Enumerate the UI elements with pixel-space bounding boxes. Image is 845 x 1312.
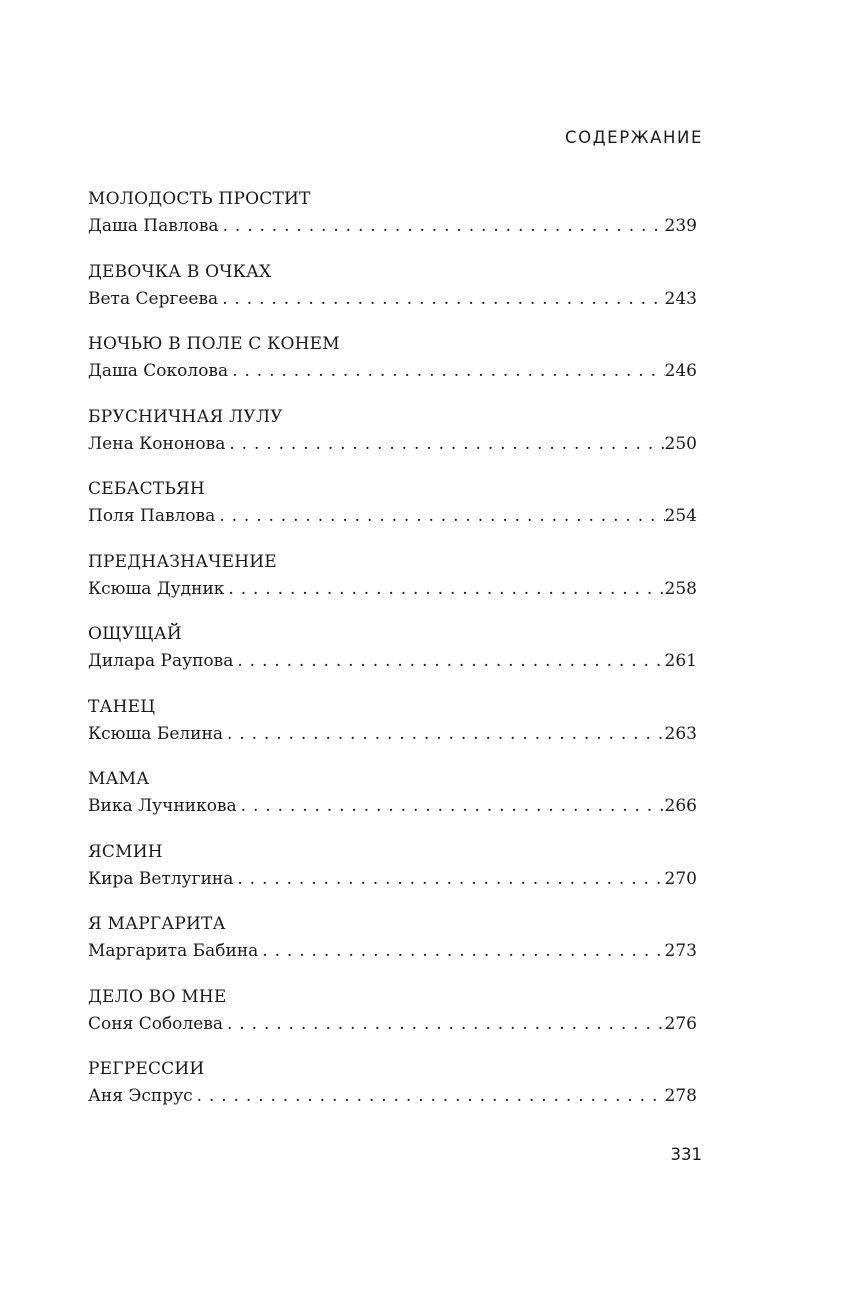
author-name: Маргарита Бабина [88, 941, 259, 961]
author-name: Аня Эспрус [88, 1086, 193, 1106]
author-name: Даша Соколова [88, 361, 229, 381]
author-line [88, 503, 697, 530]
dot-leader [233, 866, 664, 893]
author-name: Вика Лучникова [88, 796, 237, 816]
story-title: НОЧЬЮ В ПОЛЕ С КОНЕМ [88, 334, 340, 354]
author-line [88, 431, 697, 458]
dot-leader [224, 576, 664, 603]
toc-entry[interactable] [88, 839, 697, 912]
story-title: ОЩУЩАЙ [88, 624, 182, 644]
story-title: ДЕЛО ВО МНЕ [88, 986, 227, 1007]
page-number: 263 [664, 723, 697, 744]
page-folio: 331 [670, 1145, 702, 1164]
page-number: 273 [664, 941, 697, 961]
story-title: РЕГРЕССИИ [88, 1059, 205, 1079]
story-title: БРУСНИЧНАЯ ЛУЛУ [88, 406, 283, 427]
story-title: ЯСМИН [88, 841, 163, 862]
toc-entry[interactable] [88, 404, 697, 477]
toc-entry[interactable] [88, 1056, 697, 1129]
page-number: 270 [664, 868, 697, 889]
story-title: Я МАРГАРИТА [88, 914, 226, 934]
author-name: Вета Сергеева [88, 288, 219, 309]
story-title: ПРЕДНАЗНАЧЕНИЕ [88, 551, 277, 572]
dot-leader [219, 213, 665, 240]
running-head: СОДЕРЖАНИЕ [564, 128, 703, 147]
page-number: 246 [664, 361, 697, 381]
author-name: Дилара Раупова [88, 651, 234, 671]
page-number: 254 [664, 506, 697, 526]
dot-leader [218, 286, 664, 313]
dot-leader [225, 431, 664, 458]
author-name: Соня Соболева [88, 1013, 223, 1034]
author-line [88, 1011, 697, 1038]
story-title: МАМА [88, 769, 150, 789]
author-line [88, 576, 697, 603]
author-line [88, 866, 697, 893]
dot-leader [193, 1083, 665, 1110]
story-title: ДЕВОЧКА В ОЧКАХ [88, 261, 272, 282]
author-name: Поля Павлова [88, 506, 216, 526]
toc-entry[interactable] [88, 331, 697, 404]
toc-entry[interactable] [88, 621, 697, 694]
author-line [88, 938, 697, 965]
dot-leader [223, 1011, 665, 1038]
toc-entry[interactable] [88, 549, 697, 622]
toc-entry[interactable] [88, 911, 697, 984]
dot-leader [228, 358, 664, 385]
table-of-contents [88, 186, 697, 1129]
story-title: МОЛОДОСТЬ ПРОСТИТ [88, 189, 311, 209]
page-number: 243 [664, 288, 697, 309]
author-line [88, 286, 697, 313]
toc-entry[interactable] [88, 984, 697, 1057]
author-line [88, 793, 697, 820]
author-name: Ксюша Дудник [88, 578, 225, 599]
dot-leader [215, 503, 664, 530]
author-name: Даша Павлова [88, 216, 219, 236]
dot-leader [223, 721, 665, 748]
author-name: Лена Кононова [88, 433, 226, 454]
author-line [88, 1083, 697, 1110]
page-number: 239 [664, 216, 697, 236]
toc-entry[interactable] [88, 259, 697, 332]
toc-entry[interactable] [88, 476, 697, 549]
page-number: 276 [664, 1013, 697, 1034]
dot-leader [258, 938, 664, 965]
dot-leader [233, 648, 664, 675]
toc-entry[interactable] [88, 766, 697, 839]
author-name: Кира Ветлугина [88, 868, 234, 889]
page-number: 278 [664, 1086, 697, 1106]
story-title: СЕБАСТЬЯН [88, 479, 205, 499]
toc-entry[interactable] [88, 694, 697, 767]
author-line [88, 648, 697, 675]
author-line [88, 358, 697, 385]
page-number: 261 [664, 651, 697, 671]
story-title: ТАНЕЦ [88, 696, 156, 717]
author-line [88, 721, 697, 748]
page-number: 266 [664, 796, 697, 816]
author-line [88, 213, 697, 240]
dot-leader [237, 793, 665, 820]
author-name: Ксюша Белина [88, 723, 223, 744]
toc-entry[interactable] [88, 186, 697, 259]
page-number: 250 [664, 433, 697, 454]
page-number: 258 [664, 578, 697, 599]
